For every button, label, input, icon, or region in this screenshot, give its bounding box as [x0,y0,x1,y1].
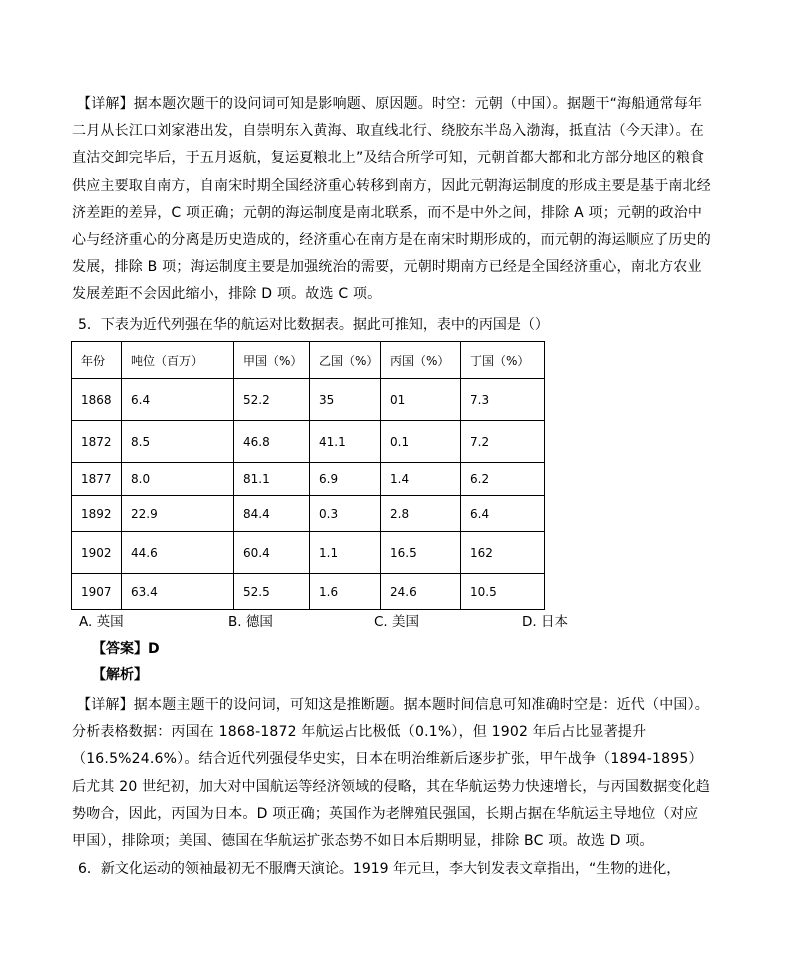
cell-year: 1892 [72,496,122,532]
cell-country-b: 0.3 [310,496,381,532]
cell-year: 1907 [72,574,122,610]
header-country-d: 丁国（%） [461,342,545,379]
cell-country-a: 84.4 [234,496,310,532]
cell-tonnage: 63.4 [122,574,234,610]
header-year: 年份 [72,342,122,379]
cell-tonnage: 8.0 [122,463,234,496]
answer-label: 【答案】D [92,641,160,657]
cell-country-a: 46.8 [234,421,310,463]
header-country-c: 丙国（%） [381,342,461,379]
cell-tonnage: 22.9 [122,496,234,532]
option-c: C. 美国 [374,614,420,630]
header-country-a: 甲国（%） [234,342,310,379]
cell-year: 1902 [72,532,122,574]
option-b: B. 德国 [228,614,273,630]
table-row [72,421,545,463]
answer-options [0,610,793,630]
intro-paragraph: 【详解】据本题次题干的设问词可知是影响题、原因题。时空：元朝（中国）。据题干“海船通常每年二月从长江口刘家港出发，自崇明东入黄海、取直线北行、绕胶东半岛入渤海，抵直沽（今天津）。在直沽交卸完毕后，于五月返航，复运夏粮北上”及结合所学可知，元朝首都大都和北方部分地区的粮食供应主要取自南方，自南宋时期全国经济重心转移到南方，因此元朝海运制度的形成主要是基于南北经济差距的差异，C 项正确；元朝的海运制度是南北联系，而不是中外之间，排除 A 项；元朝的政治中心与经济重心的分离是历史造成的，经济重心在南方是在南宋时期形成的，而元朝的海运顺应了历史的发展，排除 B 项；海运制度主要是加强统治的需要，元朝时期南方已经是全国经济重心，南北方农业发展差距不会因此缩小，排除 D 项。故选 C 项。 [72,96,711,303]
option-a: A. 英国 [79,614,124,630]
cell-country-c: 24.6 [381,574,461,610]
cell-tonnage: 44.6 [122,532,234,574]
header-country-b: 乙国（%） [310,342,381,379]
question-5-stem: 5．下表为近代列强在华的航运对比数据表。据此可推知，表中的丙国是（） [78,317,549,333]
cell-year: 1877 [72,463,122,496]
shipping-data-table [71,341,545,610]
cell-tonnage: 8.5 [122,421,234,463]
cell-country-d: 6.2 [461,463,545,496]
cell-country-b: 1.6 [310,574,381,610]
cell-country-b: 1.1 [310,532,381,574]
cell-country-d: 7.2 [461,421,545,463]
table-row [72,463,545,496]
question-6-stem: 6．新文化运动的领袖最初无不服膺天演论。1919 年元旦，李大钊发表文章指出，“生物的进化， [78,861,681,877]
cell-country-d: 6.4 [461,496,545,532]
option-d: D. 日本 [522,614,568,630]
cell-year: 1868 [72,379,122,421]
cell-country-c: 16.5 [381,532,461,574]
cell-country-c: 2.8 [381,496,461,532]
cell-year: 1872 [72,421,122,463]
cell-country-a: 60.4 [234,532,310,574]
table-row [72,496,545,532]
header-tonnage: 吨位（百万） [122,342,234,379]
cell-tonnage: 6.4 [122,379,234,421]
cell-country-b: 41.1 [310,421,381,463]
analysis-label: 【解析】 [92,667,148,683]
analysis-paragraph: 【详解】据本题主题干的设问词，可知这是推断题。据本题时间信息可知准确时空是：近代（中国）。分析表格数据：丙国在 1868-1872 年航运占比极低（0.1%），但 1902 年后占比显著提升（16.5%24.6%）。结合近代列强侵华史实，日本在明治维新后逐步扩张，甲午战争（1894-1895）后尤其 20 世纪初，加大对中国航运等经济领域的侵略，其在华航运势力快速增长，与丙国数据变化趋势吻合，因此，丙国为日本。D 项正确；英国作为老牌殖民强国，长期占据在华航运主导地位（对应甲国），排除项；美国、德国在华航运扩张态势不如日本后期明显，排除 BC 项。故选 D 项。 [72,697,711,850]
cell-country-b: 35 [310,379,381,421]
table-row [72,532,545,574]
cell-country-d: 162 [461,532,545,574]
cell-country-a: 81.1 [234,463,310,496]
cell-country-d: 7.3 [461,379,545,421]
table-header-row [72,342,545,379]
cell-country-c: 01 [381,379,461,421]
cell-country-a: 52.5 [234,574,310,610]
table-row [72,379,545,421]
cell-country-c: 0.1 [381,421,461,463]
cell-country-a: 52.2 [234,379,310,421]
table-row [72,574,545,610]
cell-country-c: 1.4 [381,463,461,496]
cell-country-d: 10.5 [461,574,545,610]
cell-country-b: 6.9 [310,463,381,496]
